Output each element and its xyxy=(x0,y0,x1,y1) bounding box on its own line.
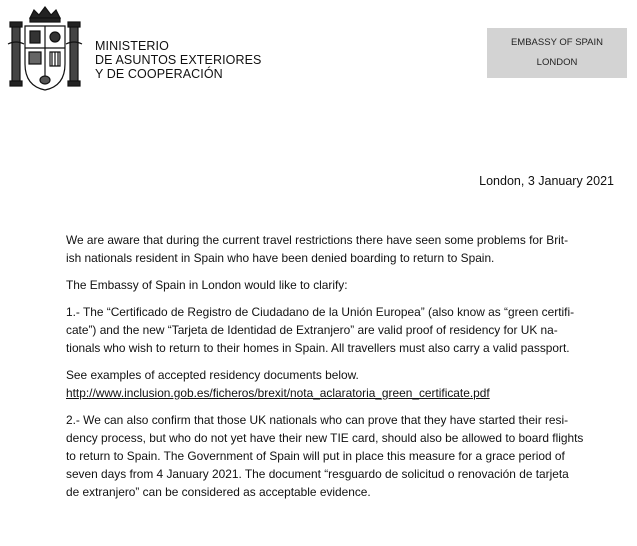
text-line: cate”) and the new “Tarjeta de Identidad de Extranjero” are valid proof of residency for UK na- xyxy=(66,323,558,337)
text-line: tionals who wish to return to their homes in Spain. All travellers must also carry a valid passport. xyxy=(66,341,570,355)
text-line: See examples of accepted residency documents below. xyxy=(66,368,359,382)
embassy-city: LONDON xyxy=(536,57,578,68)
ministry-name xyxy=(95,39,262,81)
embassy-label-box xyxy=(487,28,627,78)
text-line: de extranjero” can be considered as acceptable evidence. xyxy=(66,485,371,499)
ministry-line: DE ASUNTOS EXTERIORES xyxy=(95,53,262,67)
paragraph-point-1 xyxy=(66,303,614,357)
paragraph-examples xyxy=(66,366,614,402)
text-line: ish nationals resident in Spain who have been denied boarding to return to Spain. xyxy=(66,251,495,265)
text-line: The Embassy of Spain in London would like to clarify: xyxy=(66,278,348,292)
ministry-line: MINISTERIO xyxy=(95,39,169,53)
ministry-line: Y DE COOPERACIÓN xyxy=(95,67,223,81)
text-line: 1.- The “Certificado de Registro de Ciudadano de la Unión Europea” (also know as “green certifi- xyxy=(66,305,575,319)
paragraph-clarify xyxy=(66,276,614,294)
text-line: We are aware that during the current travel restrictions there have seen some problems for Brit- xyxy=(66,233,569,247)
text-line: to return to Spain. The Government of Spain will put in place this measure for a grace period of xyxy=(66,449,565,463)
letter-body xyxy=(66,231,614,510)
paragraph-point-2 xyxy=(66,411,614,501)
text-line: dency process, but who do not yet have their new TIE card, should also be allowed to board flights xyxy=(66,431,584,445)
text-line: 2.- We can also confirm that those UK nationals who can prove that they have started their resi- xyxy=(66,413,569,427)
text-line: seven days from 4 January 2021. The document “resguardo de solicitud o renovación de tarjeta xyxy=(66,467,569,481)
letter-date: London, 3 January 2021 xyxy=(479,174,614,188)
paragraph-intro xyxy=(66,231,614,267)
residency-documents-link[interactable]: http://www.inclusion.gob.es/ficheros/brexit/nota_aclaratoria_green_certificate.pdf xyxy=(66,386,490,400)
embassy-name: EMBASSY OF SPAIN xyxy=(510,37,604,48)
spanish-coat-of-arms-icon xyxy=(6,4,84,96)
